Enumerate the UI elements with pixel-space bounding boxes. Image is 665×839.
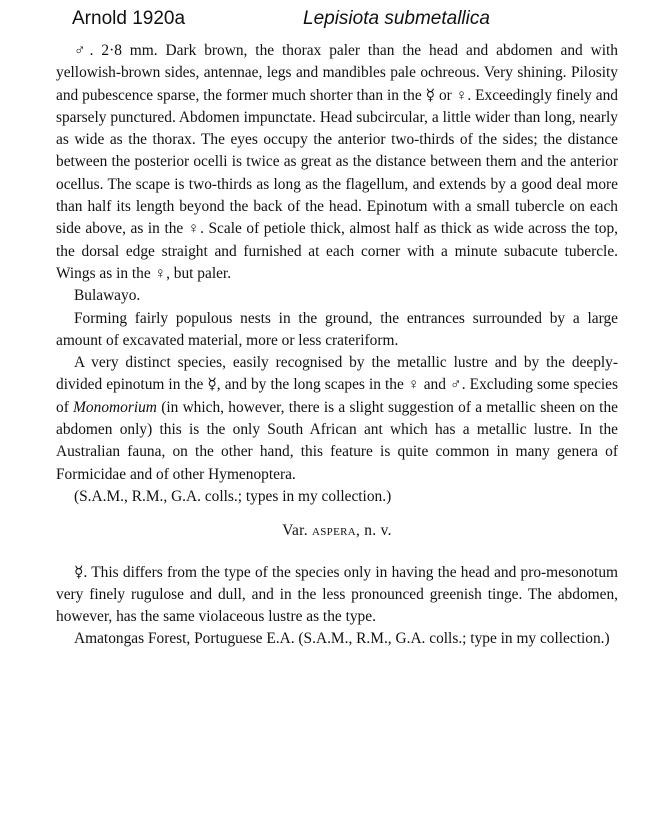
- collections-paragraph: (S.A.M., R.M., G.A. colls.; types in my collection.): [74, 487, 392, 505]
- variety-suffix: , n. v.: [355, 522, 392, 540]
- variety-name: aspera: [312, 522, 356, 540]
- locality-paragraph: Bulawayo.: [74, 287, 141, 305]
- remarks-text-end: (in which, however, there is a slight suggestion of a metallic sheen on the abdomen only) this is the only South African ant which has a metallic lustre. In the Australian fauna, on the other hand, this feature is quite common in many genera of Formicidae and of other Hymenoptera.: [56, 398, 618, 483]
- genus-name: Monomorium: [73, 398, 157, 416]
- male-description-paragraph: ♂. 2·8 mm. Dark brown, the thorax paler than the head and abdomen and with yellowish-brown sides, antennae, legs and mandibles pale ochreous. Very shining. Pilosity and pubescence sparse, the former much shorter than in the ☿ or ♀. Exceedingly finely and sparsely punctured. Abdomen impunctate. Head subcircular, a little wider than long, nearly as wide as the thorax. The eyes occupy the anterior two-thirds of the sides; the distance between the posterior ocelli is twice as great as the distance between them and the anterior ocellus. The scape is two-thirds as long as the flagellum, and extends by a good deal more than half its length beyond the back of the head. Epinotum with a small tubercle on each side above, as in the ♀. Scale of petiole thick, almost half as thick as wide across the top, the dorsal edge straight and furnished at each corner with a minute subacute tubercle. Wings as in the ♀, but paler.: [56, 42, 618, 282]
- header-species-name: Lepisiota submetallica: [303, 8, 490, 29]
- remarks-text-start: A very distinct species, easily recognised by the metallic lustre and by the deeply-divided epinotum in the ☿, and by the long scapes in the ♀ and ♂. Excluding some species of: [56, 354, 618, 416]
- document-body: [56, 40, 618, 651]
- variety-heading: [56, 520, 618, 542]
- variety-prefix: Var.: [282, 522, 312, 540]
- nesting-paragraph: Forming fairly populous nests in the ground, the entrances surrounded by a large amount of excavated material, more or less crateriform.: [56, 309, 618, 349]
- variety-locality-paragraph: Amatongas Forest, Portuguese E.A. (S.A.M., R.M., G.A. colls.; type in my collection.): [74, 630, 610, 648]
- remarks-paragraph: [56, 352, 618, 486]
- header-author-year: Arnold 1920a: [72, 8, 186, 29]
- variety-description-paragraph: ☿. This differs from the type of the species only in having the head and pro-mesonotum very finely rugulose and dull, and in the less pronounced greenish tinge. The abdomen, however, has the same violaceous lustre as the type.: [56, 563, 618, 626]
